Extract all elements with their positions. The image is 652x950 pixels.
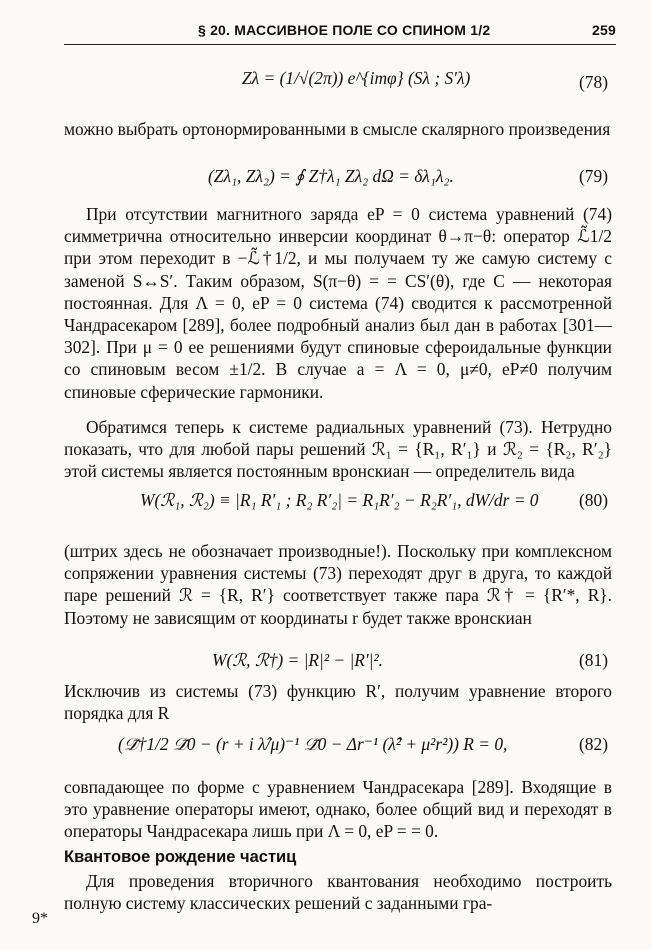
equation-81-formula: W(ℛ, ℛ†) = |R|² − |R′|². [212,650,384,670]
equation-80-number: (80) [579,490,608,510]
equation-80 [64,490,612,530]
paragraph-5: Исключив из системы (73) функцию R′, получим уравнение второго порядка для R [64,681,612,724]
header-rule [64,44,616,45]
paragraph-2: При отсутствии магнитного заряда eP = 0 система уравнений (74) симметрична относительно инверсии координат θ→π−θ: оператор ℒ̃1/2 при этом переходит в −ℒ̃†1/2, и мы получаем ту же самую систему с заменой S↔S′. Таким образом, S(π−θ) = = CS′(θ), где C — некоторая постоянная. Для Λ = 0, eP = 0 система (74) сводится к рассмотренной Чандрасекаром [289], более подробный анализ был дан в работах [301—302]. При μ = 0 ее решениями будут спиновые сфероидальные функции со спиновым весом ±1/2. В случае a = Λ = 0, μ≠0, eP≠0 получим спиновые сферические гармоники. [64,204,612,402]
equation-81-number: (81) [579,650,608,670]
running-title: § 20. МАССИВНОЕ ПОЛЕ СО СПИНОМ 1/2 [198,22,491,38]
equation-82 [64,734,612,774]
paragraph-4: (штрих здесь не обозначает производные!). Поскольку при комплексном сопряжении уравнения системы (73) переходят друг в друга, то каждой паре решений ℛ = {R, R′} соответствует также пара ℛ† = {R′*, R}. Поэтому не зависящим от координаты r будет также вронскиан [64,541,612,628]
paragraph-3: Обратимся теперь к системе радиальных уравнений (73). Нетрудно показать, что для любой пары решений ℛ₁ = {R₁, R′₁} и ℛ₂ = {R₂, R′₂} этой системы является постоянным вронскиан — определитель вида [64,417,612,482]
running-header [64,22,616,44]
equation-82-number: (82) [579,734,608,754]
equation-78-number: (78) [579,72,608,92]
equation-79-number: (79) [579,166,608,186]
paragraph-7: Для проведения вторичного квантования необходимо построить полную систему классических решений с заданными гра- [64,871,612,914]
equation-78 [64,60,612,108]
equation-82-formula: (𝒟̃†1/2 𝒟̃0 − (r + i λ̂/μ)⁻¹ 𝒟̃0 − Δr⁻¹ (λ̂² + μ²r²)) R = 0, [118,734,508,754]
section-heading: Квантовое рождение частиц [64,848,297,866]
paragraph-6: совпадающее по форме с уравнением Чандрасекара [289]. Входящие в это уравнение операторы имеют, однако, более общий вид и переходят в операторы Чандрасекара лишь при Λ = 0, eP = = 0. [64,777,612,842]
signature-mark: 9* [32,910,48,927]
equation-79 [64,166,612,206]
equation-78-formula: Zλ = (1/√(2π)) e^{imφ} (Sλ ; S′λ) [242,68,471,88]
page-number: 259 [592,22,616,38]
equation-80-formula: W(ℛ₁, ℛ₂) ≡ |R₁ R′₁ ; R₂ R′₂| = R₁R′₂ − R₂R′₁, dW/dr = 0 [140,490,539,510]
equation-79-formula: (Zλ₁, Zλ₂) = ∮ Z†λ₁ Zλ₂ dΩ = δλ₁λ₂. [208,166,454,186]
paragraph-1: можно выбрать ортонормированными в смысле скалярного произведения [64,119,611,139]
